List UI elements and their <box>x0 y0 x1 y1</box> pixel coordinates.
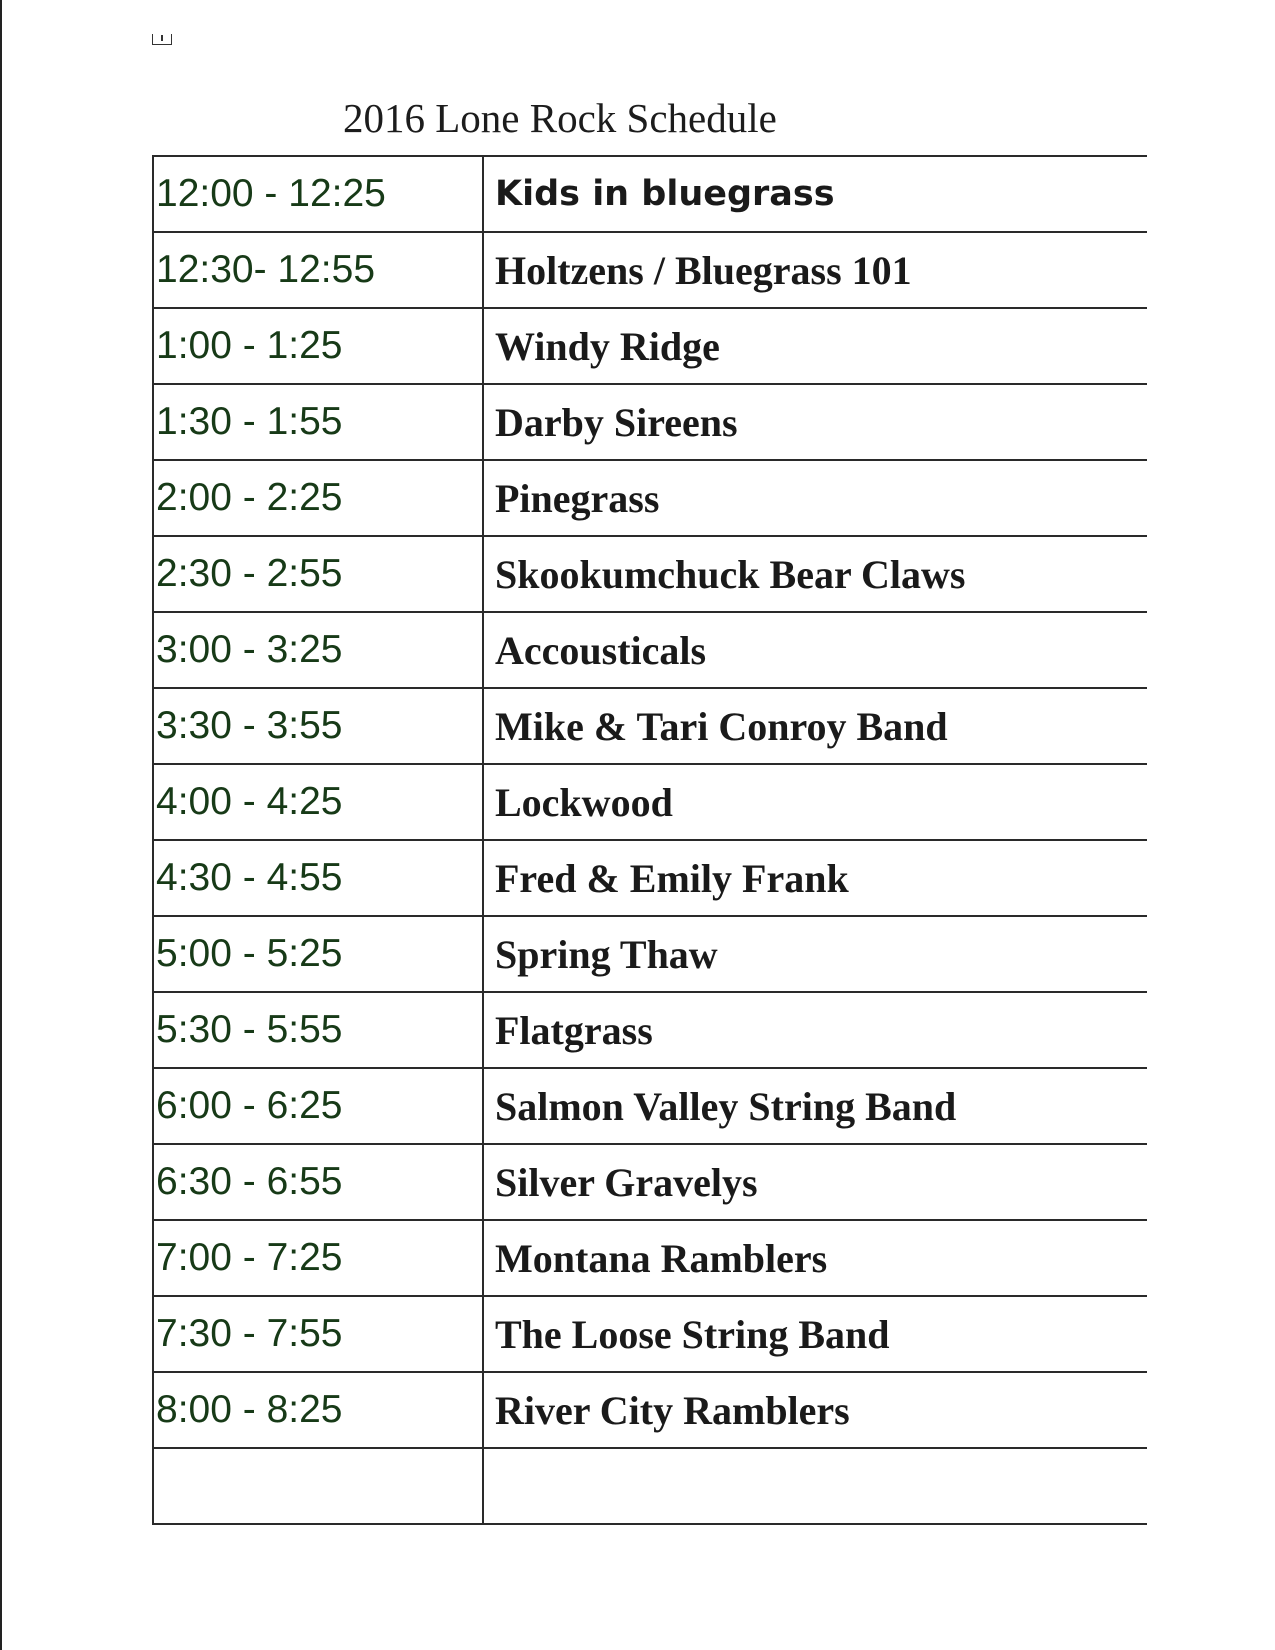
time-slot: 12:00 - 12:25 <box>153 156 483 232</box>
schedule-row <box>153 1372 1147 1448</box>
schedule-row <box>153 384 1147 460</box>
schedule-row <box>153 916 1147 992</box>
document-title: 2016 Lone Rock Schedule <box>343 95 777 141</box>
band-name: Montana Ramblers <box>483 1220 1147 1296</box>
band-name: Holtzens / Bluegrass 101 <box>483 232 1147 308</box>
band-name: Kids in bluegrass <box>483 156 1147 232</box>
schedule-row <box>153 308 1147 384</box>
band-name: Salmon Valley String Band <box>483 1068 1147 1144</box>
time-slot: 1:30 - 1:55 <box>153 384 483 460</box>
schedule-row <box>153 840 1147 916</box>
time-slot: 4:30 - 4:55 <box>153 840 483 916</box>
schedule-row <box>153 612 1147 688</box>
band-name: Accousticals <box>483 612 1147 688</box>
schedule-row <box>153 156 1147 232</box>
time-slot <box>153 1448 483 1524</box>
schedule-row <box>153 992 1147 1068</box>
schedule-row <box>153 232 1147 308</box>
schedule-row <box>153 1144 1147 1220</box>
time-slot: 6:00 - 6:25 <box>153 1068 483 1144</box>
time-slot: 7:00 - 7:25 <box>153 1220 483 1296</box>
time-slot: 8:00 - 8:25 <box>153 1372 483 1448</box>
time-slot: 2:30 - 2:55 <box>153 536 483 612</box>
time-slot: 4:00 - 4:25 <box>153 764 483 840</box>
band-name: Flatgrass <box>483 992 1147 1068</box>
band-name: Spring Thaw <box>483 916 1147 992</box>
schedule-row <box>153 1448 1147 1524</box>
band-name: Silver Gravelys <box>483 1144 1147 1220</box>
band-name: Mike & Tari Conroy Band <box>483 688 1147 764</box>
time-slot: 1:00 - 1:25 <box>153 308 483 384</box>
time-slot: 3:30 - 3:55 <box>153 688 483 764</box>
schedule-row <box>153 460 1147 536</box>
schedule-row <box>153 1068 1147 1144</box>
band-name: Lockwood <box>483 764 1147 840</box>
schedule-row <box>153 764 1147 840</box>
time-slot: 2:00 - 2:25 <box>153 460 483 536</box>
band-name: Skookumchuck Bear Claws <box>483 536 1147 612</box>
schedule-table <box>152 155 1147 1525</box>
band-name: Pinegrass <box>483 460 1147 536</box>
schedule-row <box>153 688 1147 764</box>
page-left-edge <box>0 0 2 1650</box>
band-name: Darby Sireens <box>483 384 1147 460</box>
time-slot: 5:00 - 5:25 <box>153 916 483 992</box>
time-slot: 12:30- 12:55 <box>153 232 483 308</box>
schedule-row <box>153 536 1147 612</box>
time-slot: 5:30 - 5:55 <box>153 992 483 1068</box>
schedule-row <box>153 1220 1147 1296</box>
time-slot: 3:00 - 3:25 <box>153 612 483 688</box>
time-slot: 6:30 - 6:55 <box>153 1144 483 1220</box>
time-slot: 7:30 - 7:55 <box>153 1296 483 1372</box>
schedule-row <box>153 1296 1147 1372</box>
band-name: Windy Ridge <box>483 308 1147 384</box>
corner-mark-icon <box>152 34 172 45</box>
band-name: The Loose String Band <box>483 1296 1147 1372</box>
band-name <box>483 1448 1147 1524</box>
band-name: Fred & Emily Frank <box>483 840 1147 916</box>
band-name: River City Ramblers <box>483 1372 1147 1448</box>
